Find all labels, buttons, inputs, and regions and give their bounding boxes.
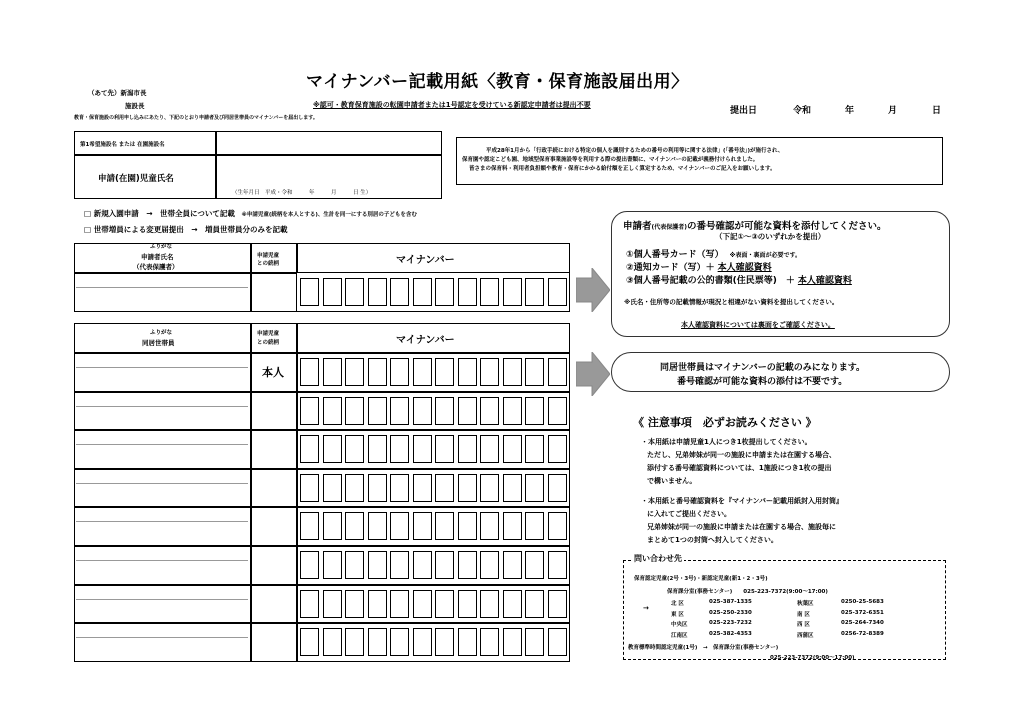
household-furigana: ふりがな	[150, 330, 173, 336]
household-digit-box[interactable]	[390, 628, 409, 656]
household-furigana-line	[76, 444, 248, 445]
household-relation-field[interactable]	[251, 623, 297, 662]
household-relation-field[interactable]	[251, 546, 297, 585]
caution-p1-2: ただし、兄弟姉妹が同一の施設に申請または在園する場合、	[647, 451, 836, 459]
household-digit-box[interactable]	[413, 358, 432, 386]
household-digit-box[interactable]	[480, 512, 499, 540]
contact-center: 保育課分室(事務センター) 025-223-7372(9:00～17:00)	[667, 589, 828, 595]
applicant-info-head-small: (代表保護者)	[651, 224, 688, 231]
law-notice-line1: 平成28年1月から「行政手続における特定の個人を識別するための番号の利用等に関する法律」(「番号法」)が施行され、	[486, 148, 784, 154]
household-digit-box[interactable]	[480, 397, 499, 425]
household-digit-box[interactable]	[390, 358, 409, 386]
addressee-director: 施設長	[125, 102, 145, 110]
household-digit-box[interactable]	[525, 512, 544, 540]
household-digit-box[interactable]	[345, 435, 364, 463]
household-digit-box[interactable]	[525, 628, 544, 656]
household-digit-box[interactable]	[503, 628, 522, 656]
household-digit-box[interactable]	[323, 474, 342, 502]
household-furigana-line	[76, 483, 248, 484]
household-digit-box[interactable]	[435, 512, 454, 540]
household-name-field[interactable]	[74, 546, 251, 585]
applicant-info-note: ※氏名・住所等の記載情報が現況と相違がない資料を提出してください。	[624, 298, 839, 306]
applicant-digit-box[interactable]	[413, 278, 432, 306]
household-digit-box[interactable]	[458, 435, 477, 463]
contact-line1: 保育認定児童(2号・3号)・新認定児童(新1・2・3号)	[634, 576, 768, 582]
household-digit-box[interactable]	[503, 397, 522, 425]
household-relation-label-2: との続柄	[257, 340, 280, 346]
household-digit-box[interactable]	[345, 590, 364, 618]
household-digit-box[interactable]	[345, 474, 364, 502]
household-digit-box[interactable]	[390, 512, 409, 540]
applicant-info-item1-label: ①個人番号カード（写）	[626, 250, 724, 260]
household-digit-box[interactable]	[480, 551, 499, 579]
household-furigana-line	[76, 637, 248, 638]
household-digit-box[interactable]	[458, 551, 477, 579]
household-name-field[interactable]	[74, 392, 251, 431]
contact-tel2: 0250-25-5683	[841, 599, 884, 605]
household-digit-box[interactable]	[480, 435, 499, 463]
household-digit-box[interactable]	[345, 551, 364, 579]
household-digit-box[interactable]	[503, 358, 522, 386]
household-name-field[interactable]	[74, 507, 251, 546]
caution-p1-3: 添付する番号確認資料については、1施設につき1枚の提出	[647, 464, 832, 472]
household-digit-box[interactable]	[480, 358, 499, 386]
household-name-field[interactable]	[74, 623, 251, 662]
household-digit-box[interactable]	[480, 628, 499, 656]
household-digit-box[interactable]	[300, 551, 319, 579]
household-digit-box[interactable]	[458, 512, 477, 540]
household-digit-box[interactable]	[525, 590, 544, 618]
applicant-digit-box[interactable]	[480, 278, 499, 306]
household-digit-box[interactable]	[368, 474, 387, 502]
household-digit-box[interactable]	[368, 512, 387, 540]
applicant-info-item2	[626, 260, 772, 273]
household-relation-field[interactable]	[251, 469, 297, 508]
household-digit-box[interactable]	[435, 474, 454, 502]
household-digit-box[interactable]	[458, 358, 477, 386]
household-digit-box[interactable]	[525, 435, 544, 463]
household-digit-box[interactable]	[525, 474, 544, 502]
household-digit-box[interactable]	[300, 512, 319, 540]
household-digit-box[interactable]	[413, 628, 432, 656]
contact-tel2: 025-372-6351	[841, 609, 884, 616]
applicant-furigana-line	[76, 287, 248, 288]
contact-last1: 教育標準時間認定児童(1号) → 保育課分室(事務センター)	[628, 645, 779, 651]
household-digit-box[interactable]	[413, 435, 432, 463]
household-digit-box[interactable]	[503, 551, 522, 579]
household-relation-field[interactable]	[251, 585, 297, 624]
applicant-digit-box[interactable]	[548, 278, 567, 306]
applicant-relation-label-1: 申請児童	[257, 253, 280, 259]
checkbox-new-note: ※申請児童(続柄を本人とする)、生計を同一にする別居の子どもを含む	[241, 212, 417, 218]
household-digit-box[interactable]	[435, 551, 454, 579]
law-notice-line2: 保育園や認定こども園、地域型保育事業施設等を利用する際の提出書類に、マイナンバーの記載が義務付けられました。	[462, 157, 759, 163]
household-digit-box[interactable]	[548, 512, 567, 540]
household-digit-box[interactable]	[503, 590, 522, 618]
law-notice-line3: 皆さまの保育料・利用者負担額や教育・保育にかかる給付額を正しく算定するため、マイナンバーのご記入をお願いします。	[469, 166, 776, 172]
household-digit-box[interactable]	[480, 590, 499, 618]
intro-line: 教育・保育施設の利用申し込みにあたり、下記のとおり申請者及び同居世帯員のマイナンバーを届出します。	[74, 115, 318, 121]
household-info-line2: 番号確認が可能な資料の添付は不要です。	[677, 377, 848, 387]
household-digit-box[interactable]	[300, 628, 319, 656]
date-label: 提出日	[730, 106, 758, 116]
household-name-field[interactable]	[74, 469, 251, 508]
applicant-info-sub: （下記①～③のいずれかを提出）	[715, 232, 826, 241]
caution-p2-1: ・本用紙と番号確認資料を『マイナンバー記載用紙封入用封筒』	[641, 497, 844, 505]
applicant-info-item3-u: 本人確認資料	[797, 276, 852, 286]
applicant-info-footer: 本人確認資料については裏面をご確認ください。	[681, 321, 835, 329]
applicant-info-head-post: の番号確認が可能な資料を添付してください。	[687, 221, 887, 232]
household-digit-box[interactable]	[413, 397, 432, 425]
household-digit-box[interactable]	[390, 590, 409, 618]
household-digit-box[interactable]	[480, 474, 499, 502]
household-digit-box[interactable]	[413, 512, 432, 540]
contact-title: 問い合わせ先	[634, 554, 682, 563]
applicant-digit-box[interactable]	[368, 278, 387, 306]
household-digit-box[interactable]	[390, 474, 409, 502]
contact-ward1: 北 区	[671, 601, 684, 607]
household-digit-box[interactable]	[435, 435, 454, 463]
caution-p1-4: で構いません。	[647, 477, 697, 485]
household-digit-box[interactable]	[525, 358, 544, 386]
household-digit-box[interactable]	[458, 628, 477, 656]
applicant-info-item3	[626, 273, 852, 286]
household-name-field[interactable]	[74, 353, 251, 392]
household-digit-box[interactable]	[345, 628, 364, 656]
applicant-info-item2-u: 本人確認資料	[717, 263, 772, 273]
contact-tel2: 025-264-7340	[841, 620, 884, 626]
applicant-relation-field[interactable]	[251, 273, 297, 312]
caution-title: 《 注意事項 必ずお読みください 》	[633, 416, 817, 429]
child-label: 申請(在園)児童氏名	[98, 174, 174, 184]
contact-ward2: 秋葉区	[797, 601, 814, 607]
household-mynumber-label: マイナンバー	[396, 335, 455, 346]
household-digit-box[interactable]	[458, 590, 477, 618]
date-year: 年	[845, 106, 855, 116]
household-digit-box[interactable]	[345, 397, 364, 425]
checkbox-change-notice[interactable]: □ 世帯増員による変更届提出 → 増員世帯員分のみを記載	[84, 225, 288, 234]
household-furigana-line	[76, 521, 248, 522]
household-digit-box[interactable]	[368, 628, 387, 656]
household-relation-field[interactable]	[251, 507, 297, 546]
household-digit-box[interactable]	[503, 474, 522, 502]
applicant-info-item2-pre: ②通知カード（写）＋	[626, 263, 715, 273]
applicant-info-head	[623, 218, 887, 232]
arrow-right-icon-2	[576, 352, 610, 396]
caution-p2-2: に入れてご提出ください。	[647, 510, 731, 518]
household-digit-box[interactable]	[435, 628, 454, 656]
household-digit-box[interactable]	[548, 397, 567, 425]
household-relation-label-1: 申請児童	[257, 331, 280, 337]
contact-tel1: 025-250-2330	[709, 609, 752, 616]
household-digit-box[interactable]	[368, 397, 387, 425]
date-era: 令和	[793, 106, 812, 116]
household-info-line1: 同居世帯員はマイナンバーの記載のみになります。	[660, 363, 866, 373]
household-digit-box[interactable]	[435, 397, 454, 425]
applicant-digit-box[interactable]	[345, 278, 364, 306]
applicant-info-item1	[626, 247, 801, 260]
caution-p2-3: 兄弟姉妹が同一の施設に申請または在園する場合、施設毎に	[647, 523, 836, 531]
applicant-digit-box[interactable]	[323, 278, 342, 306]
household-relation-field[interactable]	[251, 430, 297, 469]
contact-tel1: 025-387-1335	[709, 599, 752, 605]
household-digit-box[interactable]	[548, 474, 567, 502]
contact-arrow: →	[643, 604, 649, 612]
household-digit-box[interactable]	[458, 474, 477, 502]
household-digit-box[interactable]	[548, 590, 567, 618]
contact-last2: 025-223-7372(9:00～17:00)	[770, 655, 855, 661]
household-digit-box[interactable]	[525, 551, 544, 579]
applicant-digit-box[interactable]	[300, 278, 319, 306]
applicant-digit-box[interactable]	[525, 278, 544, 306]
household-furigana-line	[76, 406, 248, 407]
applicant-info-item1-note: ※表面・裏面が必要です。	[729, 252, 801, 259]
household-digit-box[interactable]	[390, 397, 409, 425]
applicant-digit-box[interactable]	[435, 278, 454, 306]
household-digit-box[interactable]	[413, 551, 432, 579]
household-digit-box[interactable]	[300, 397, 319, 425]
caution-p1-1: ・本用紙は申請児童1人につき1枚提出してください。	[641, 438, 812, 446]
household-digit-box[interactable]	[300, 358, 319, 386]
applicant-digit-box[interactable]	[390, 278, 409, 306]
applicant-name-label: 申請者氏名	[141, 253, 174, 261]
household-digit-box[interactable]	[323, 358, 342, 386]
caution-p2-4: まとめて1つの封筒へ封入してください。	[647, 536, 778, 544]
household-digit-box[interactable]	[323, 435, 342, 463]
page-title: マイナンバー記載用紙〈教育・保育施設届出用〉	[306, 72, 689, 92]
household-name-field[interactable]	[74, 430, 251, 469]
contact-ward1: 東 区	[671, 611, 684, 618]
household-digit-box[interactable]	[390, 551, 409, 579]
household-digit-box[interactable]	[435, 590, 454, 618]
applicant-furigana: ふりがな	[150, 244, 173, 250]
household-digit-box[interactable]	[300, 435, 319, 463]
household-furigana-line	[76, 560, 248, 561]
household-digit-box[interactable]	[390, 435, 409, 463]
household-digit-box[interactable]	[368, 551, 387, 579]
arrow-right-icon	[576, 268, 610, 312]
checkbox-new-application[interactable]	[84, 208, 417, 219]
household-digit-box[interactable]	[503, 512, 522, 540]
household-digit-box[interactable]	[525, 397, 544, 425]
birth-label: （生年月日 平成・令和 年 月 日 生）	[232, 190, 372, 196]
household-digit-box[interactable]	[548, 358, 567, 386]
addressee-mayor: （あて先）新潟市長	[88, 89, 147, 97]
household-digit-box[interactable]	[300, 474, 319, 502]
applicant-digit-box[interactable]	[503, 278, 522, 306]
household-digit-box[interactable]	[435, 358, 454, 386]
household-digit-box[interactable]	[413, 474, 432, 502]
contact-ward1: 中央区	[671, 622, 688, 628]
household-digit-box[interactable]	[368, 435, 387, 463]
household-digit-box[interactable]	[413, 590, 432, 618]
checkbox-new-label: □ 新規入園申請 → 世帯全員について記載	[84, 209, 235, 218]
household-name-label: 同居世帯員	[142, 339, 175, 347]
facility-label: 第1希望施設名 または 在園施設名	[80, 142, 165, 148]
household-digit-box[interactable]	[323, 628, 342, 656]
household-digit-box[interactable]	[345, 512, 364, 540]
household-name-field[interactable]	[74, 585, 251, 624]
household-digit-box[interactable]	[503, 435, 522, 463]
household-relation-field[interactable]	[251, 392, 297, 431]
applicant-info-item3-pre: ③個人番号記載の公的書類(住民票等) ＋	[626, 276, 795, 286]
applicant-mynumber-label: マイナンバー	[396, 255, 455, 266]
contact-tel1: 025-382-4353	[709, 630, 752, 637]
household-first-relation: 本人	[262, 366, 284, 379]
applicant-name-sub: （代表保護者）	[133, 263, 179, 271]
facility-name-field[interactable]	[216, 131, 442, 155]
household-digit-box[interactable]	[458, 397, 477, 425]
household-digit-box[interactable]	[345, 358, 364, 386]
household-digit-box[interactable]	[323, 397, 342, 425]
contact-tel2: 0256-72-8389	[841, 630, 884, 637]
household-digit-box[interactable]	[368, 358, 387, 386]
household-furigana-line	[76, 599, 248, 600]
applicant-relation-label-2: との続柄	[257, 261, 280, 267]
household-digit-box[interactable]	[323, 590, 342, 618]
contact-ward2: 西 区	[797, 622, 810, 628]
date-month: 月	[888, 106, 898, 116]
notice-line: ※認可・教育保育施設の転園申請者または1号認定を受けている新認定申請者は提出不要	[313, 101, 591, 109]
contact-ward2: 南 区	[797, 611, 810, 618]
date-day: 日	[932, 106, 942, 116]
contact-tel1: 025-223-7232	[709, 620, 752, 626]
household-digit-box[interactable]	[323, 551, 342, 579]
applicant-name-field[interactable]	[74, 273, 251, 312]
contact-ward1: 江南区	[671, 632, 688, 639]
household-digit-box[interactable]	[548, 628, 567, 656]
contact-ward2: 西蒲区	[797, 632, 814, 639]
household-digit-box[interactable]	[300, 590, 319, 618]
household-digit-box[interactable]	[548, 435, 567, 463]
household-digit-box[interactable]	[323, 512, 342, 540]
household-furigana-line	[76, 367, 248, 368]
household-digit-box[interactable]	[368, 590, 387, 618]
household-digit-box[interactable]	[548, 551, 567, 579]
applicant-digit-box[interactable]	[458, 278, 477, 306]
applicant-info-head-pre: 申請者	[623, 221, 652, 232]
